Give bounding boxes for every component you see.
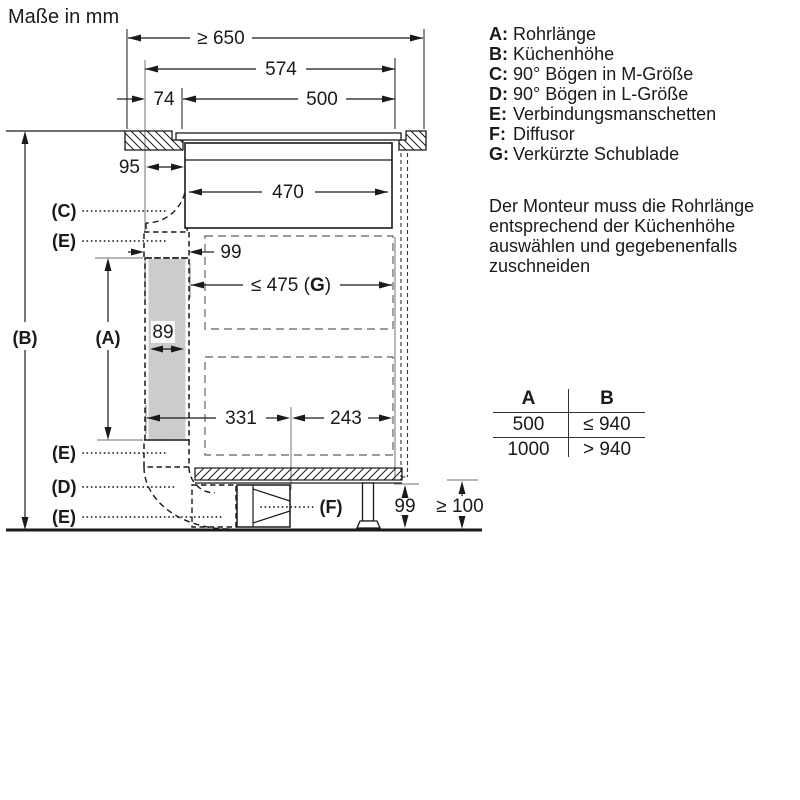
table-cell: > 940	[582, 439, 632, 460]
label-e-bottom: (E)	[52, 507, 76, 527]
table-cell: 500	[512, 414, 545, 435]
legend-item-e: E: Verbindungsmanschetten	[489, 104, 717, 124]
legend-item-g: G: Verkürzte Schublade	[489, 144, 680, 164]
cabinet-side-wall	[401, 153, 408, 477]
label-e-top: (E)	[52, 231, 76, 251]
legend-item-a: A: Rohrlänge	[489, 24, 597, 44]
table-header-rule	[493, 412, 645, 413]
legend-item-d: D: 90° Bögen in L-Größe	[489, 84, 689, 104]
sleeve-horizontal	[192, 485, 236, 527]
diffusor-box	[237, 485, 290, 527]
table-row-rule	[493, 437, 645, 438]
worktop-left	[125, 131, 183, 150]
dim-pipe-width: 89	[152, 322, 174, 343]
label-c: (C)	[51, 201, 77, 221]
dim-diffusor-height: 99	[394, 496, 416, 517]
legend-item-b: B: Küchenhöhe	[489, 44, 615, 64]
dim-duct-gap: 74	[153, 89, 175, 110]
dimension-lines	[25, 38, 462, 523]
note-line: Der Monteur muss die Rohrlänge	[489, 196, 755, 216]
dim-clear: 500	[306, 89, 338, 110]
installer-note	[489, 196, 754, 276]
label-e-mid: (E)	[52, 443, 76, 463]
drawer-outline-lower	[205, 357, 393, 455]
page-title: Maße in mm	[8, 6, 120, 28]
dim-sleeve-top: 99	[220, 242, 242, 263]
dim-drawer: ≤ 475 (G)	[250, 275, 332, 296]
legend-item-f: F: Diffusor	[489, 124, 575, 144]
cabinet-leg	[357, 483, 380, 528]
table-header-b: B	[600, 388, 614, 409]
label-f: (F)	[319, 497, 343, 517]
dim-body: 470	[272, 182, 304, 203]
worktop-right	[399, 131, 426, 150]
label-b: (B)	[12, 328, 38, 348]
table-cell: ≤ 940	[583, 414, 631, 435]
dim-niche: 574	[265, 59, 297, 80]
installation-diagram	[0, 0, 490, 560]
dim-width-min: ≥ 650	[197, 28, 245, 49]
label-a: (A)	[95, 328, 121, 348]
dim-plinth: ≥ 100	[436, 496, 484, 517]
note-line: entsprechend der Küchenhöhe	[489, 216, 736, 236]
table-header-a: A	[521, 388, 536, 409]
table-cell: 1000	[507, 439, 550, 460]
label-d: (D)	[51, 477, 77, 497]
cabinet-bottom-panel	[195, 468, 402, 480]
note-line: zuschneiden	[489, 256, 591, 276]
sleeve-bottom	[144, 440, 189, 467]
legend-item-c: C: 90° Bögen in M-Größe	[489, 64, 694, 84]
dim-floor-right: 243	[330, 408, 362, 429]
pipe-length-table	[489, 386, 659, 464]
hob-glass	[176, 133, 401, 140]
dim-offset-left: 95	[118, 157, 140, 178]
dim-floor-left: 331	[225, 408, 257, 429]
legend	[489, 24, 716, 164]
note-line: auswählen und gegebenenfalls	[489, 236, 738, 256]
sleeve-top	[144, 232, 189, 258]
elbow-top	[146, 183, 187, 231]
